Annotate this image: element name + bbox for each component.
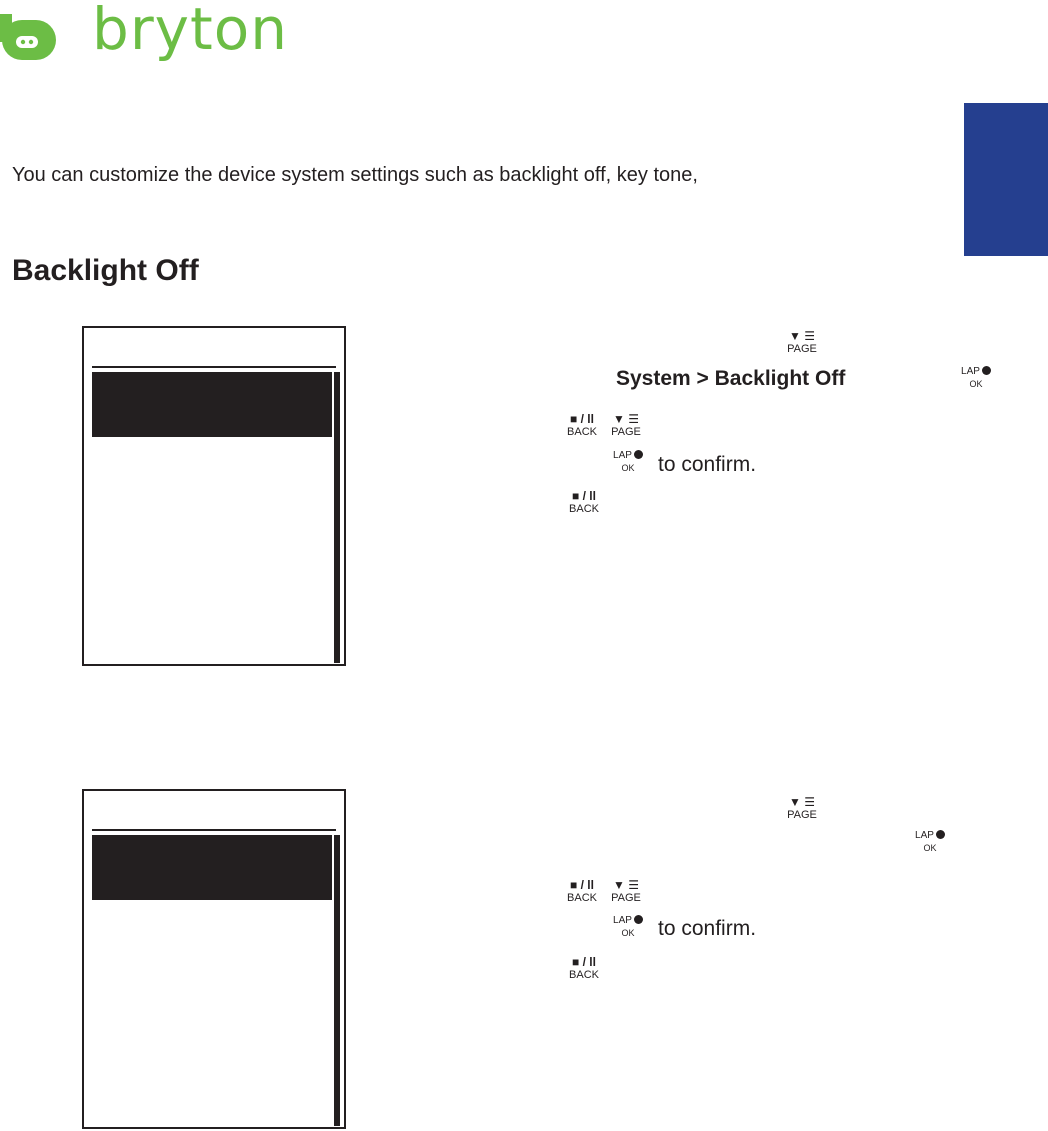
divider [92, 366, 336, 368]
back-button-icon: ■ / ll BACK [569, 489, 599, 515]
section-title: Backlight Off [12, 254, 199, 287]
highlighted-menu-item [92, 372, 332, 437]
confirm-text: to confirm. [658, 453, 757, 476]
device-screen [82, 326, 346, 666]
back-button-icon: ■ / ll BACK [569, 955, 599, 981]
lap-ok-button-icon: LAP OK [904, 830, 956, 854]
bryton-logo-icon [0, 14, 60, 66]
intro-text: You can customize the device system settings such as backlight off, key tone, [12, 164, 698, 186]
divider [92, 829, 336, 831]
back-button-icon: ■ / ll BACK [567, 878, 597, 904]
highlighted-menu-item [92, 835, 332, 900]
confirm-text: to confirm. [658, 917, 757, 940]
menu-path: System > Backlight Off [616, 367, 846, 390]
device-screen [82, 789, 346, 1129]
page-button-icon: ▼ ☰ PAGE [787, 795, 817, 821]
page-button-icon: ▼ ☰ PAGE [611, 412, 641, 438]
scrollbar [334, 835, 340, 1126]
lap-ok-button-icon: LAP OK [950, 366, 1002, 390]
chapter-tab [964, 103, 1048, 256]
lap-ok-button-icon: LAP OK [602, 450, 654, 474]
lap-ok-button-icon: LAP OK [602, 915, 654, 939]
page-button-icon: ▼ ☰ PAGE [611, 878, 641, 904]
brand-wordmark: bryton [92, 0, 288, 63]
scrollbar [334, 372, 340, 663]
back-button-icon: ■ / ll BACK [567, 412, 597, 438]
page-button-icon: ▼ ☰ PAGE [787, 329, 817, 355]
